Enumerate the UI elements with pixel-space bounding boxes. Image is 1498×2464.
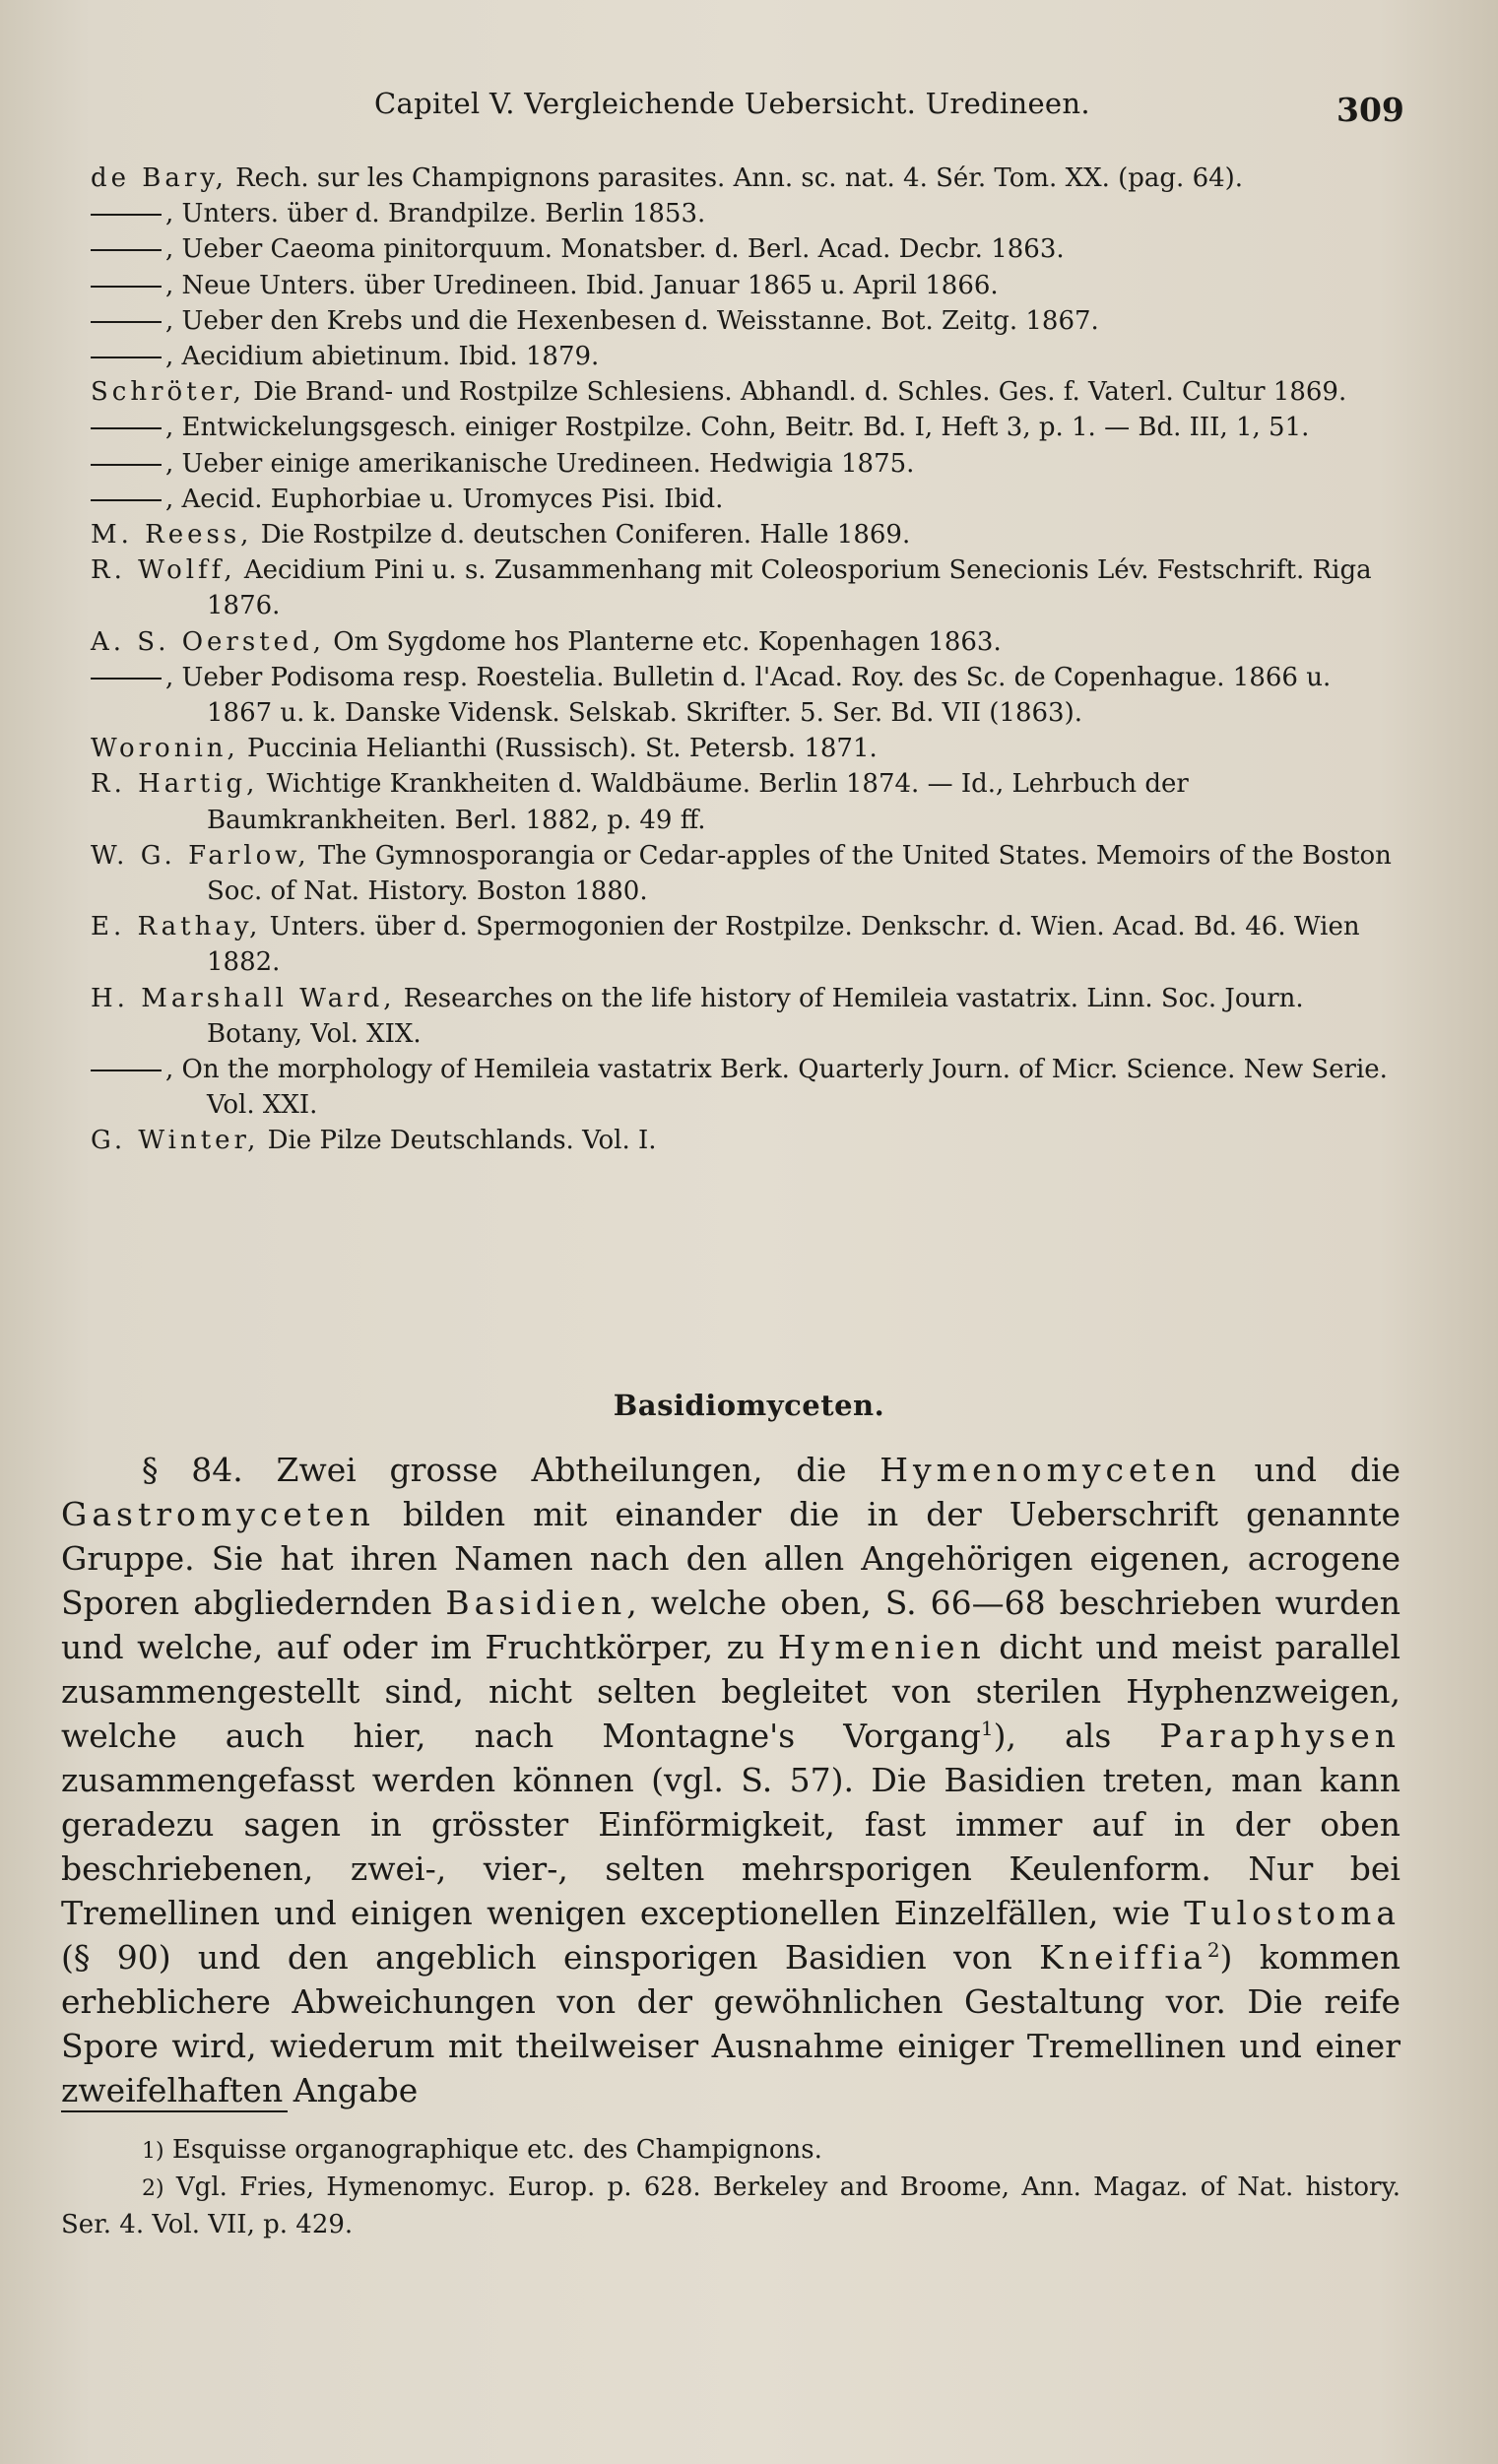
term-paraphysen: Paraphysen	[1159, 1717, 1400, 1755]
reference-text: , Ueber Podisoma resp. Roestelia. Bulletin d. l'Acad. Roy. des Sc. de Copenhague. 1866 u. 1867 u. k. Danske Vidensk. Selskab. Skrifter. 5. Ser. Bd. VII (1863).	[165, 662, 1332, 729]
reference-entry	[91, 909, 1400, 980]
reference-entry	[91, 1052, 1400, 1123]
reference-text: The Gymnosporangia or Cedar-apples of the United States. Memoirs of the Boston Soc. of Nat. History. Boston 1880.	[207, 840, 1392, 907]
page-number: 309	[1336, 91, 1404, 129]
reference-author: Woronin,	[91, 734, 239, 764]
reference-entry	[91, 660, 1400, 731]
reference-text: , Ueber Caeoma pinitorquum. Monatsber. d. Berl. Acad. Decbr. 1863.	[165, 234, 1065, 265]
reference-text: Aecidium Pini u. s. Zusammenhang mit Coleosporium Senecionis Lév. Festschrift. Riga 1876.	[207, 555, 1372, 621]
ditto-dash	[91, 1070, 162, 1071]
text-run: dicht und meist parallel zusammengestellt sind, nicht selten begleitet von sterilen Hyphenzweigen, welche auch hier, nach Montagne's Vorgang	[61, 1628, 1401, 1755]
text-run: ) kommen erheblichere Abweichungen von der gewöhnlichen Gestaltung vor. Die reife Spore wird, wiederum mit theilweiser Ausnahme einiger Tremellinen und einer zweifelhaften Angabe	[61, 1938, 1400, 2109]
reference-entry	[91, 838, 1400, 909]
reference-text: Puccinia Helianthi (Russisch). St. Petersb. 1871.	[238, 734, 878, 764]
text-run: (§ 90) und den angeblich einsporigen Basidien von	[61, 1938, 1040, 1977]
page-header	[0, 87, 1498, 136]
reference-text: Die Pilze Deutschlands. Vol. I.	[259, 1126, 657, 1156]
ditto-dash	[91, 286, 162, 288]
text-run: , welche oben, S. 66—68 beschrieben wurden und welche, auf oder im Fruchtkörper, zu	[61, 1584, 1400, 1666]
reference-entry	[91, 731, 1400, 766]
reference-text: Die Brand- und Rostpilze Schlesiens. Abhandl. d. Schles. Ges. f. Vaterl. Cultur 1869.	[244, 377, 1347, 408]
reference-author: E. Rathay,	[91, 912, 262, 942]
ditto-dash	[91, 678, 162, 680]
reference-entry	[91, 339, 1400, 374]
reference-entry	[91, 231, 1400, 267]
reference-entry	[91, 624, 1400, 660]
reference-author: A. S. Oersted,	[91, 626, 325, 657]
reference-text: , On the morphology of Hemileia vastatrix Berk. Quarterly Journ. of Micr. Science. New Serie. Vol. XXI.	[165, 1055, 1388, 1121]
text-run: zusammengefasst werden können (vgl. S. 57). Die Basidien treten, man kann geradezu sagen in grösster Einförmigkeit, fast immer auf in der oben beschriebenen, zwei-, vier-, selten mehrsporigen Keulenform. Nur bei Tremellinen und einigen wenigen exceptionellen Einzelfällen, wie	[61, 1761, 1400, 1932]
reference-entry	[91, 482, 1400, 517]
ditto-dash	[91, 464, 162, 466]
term-hymenomyceten: Hymenomyceten	[879, 1451, 1221, 1489]
reference-text: Die Rostpilze d. deutschen Coniferen. Halle 1869.	[252, 520, 911, 551]
reference-text: Wichtige Krankheiten d. Waldbäume. Berlin 1874. — Id., Lehrbuch der Baumkrankheiten. Berl. 1882, p. 49 ff.	[207, 769, 1189, 835]
reference-text: , Aecidium abietinum. Ibid. 1879.	[165, 342, 600, 372]
reference-author: M. Reess,	[91, 520, 253, 551]
ditto-dash	[91, 357, 162, 358]
reference-text: , Unters. über d. Brandpilze. Berlin 1853.	[165, 199, 706, 229]
ditto-dash	[91, 249, 162, 251]
reference-author: R. Hartig,	[91, 769, 259, 800]
section-title: Basidiomyceten.	[613, 1389, 885, 1422]
reference-text: Rech. sur les Champignons parasites. Ann. sc. nat. 4. Sér. Tom. XX. (pag. 64).	[227, 163, 1244, 193]
reference-entry	[91, 196, 1400, 231]
reference-text: , Neue Unters. über Uredineen. Ibid. Januar 1865 u. April 1866.	[165, 270, 999, 300]
reference-entry	[91, 1123, 1400, 1158]
reference-author: G. Winter,	[91, 1126, 260, 1156]
reference-text: , Entwickelungsgesch. einiger Rostpilze. Cohn, Beitr. Bd. I, Heft 3, p. 1. — Bd. III, 1, 51.	[165, 413, 1310, 443]
body-text	[61, 1448, 1400, 2112]
term-gastromyceten: Gastromyceten	[61, 1495, 375, 1533]
reference-text: Unters. über d. Spermogonien der Rostpilze. Denkschr. d. Wien. Acad. Bd. 46. Wien 1882.	[207, 912, 1360, 978]
reference-list	[91, 161, 1400, 1159]
reference-entry	[91, 268, 1400, 303]
term-tulostoma: Tulostoma	[1184, 1894, 1400, 1932]
footnote-2	[61, 2170, 1400, 2242]
reference-text: , Ueber einige amerikanische Uredineen. Hedwigia 1875.	[165, 448, 915, 479]
reference-entry	[91, 552, 1400, 623]
paragraph-84	[61, 1448, 1400, 2112]
text-run: § 84. Zwei grosse Abtheilungen, die	[142, 1451, 880, 1489]
term-kneiffia: Kneiffia	[1039, 1938, 1207, 1977]
reference-entry	[91, 981, 1400, 1052]
footnote-rule	[61, 2110, 288, 2112]
reference-author: W. G. Farlow,	[91, 840, 310, 871]
ditto-dash	[91, 321, 162, 323]
reference-entry	[91, 374, 1400, 410]
running-head: Capitel V. Vergleichende Uebersicht. Uredineen.	[374, 87, 1090, 120]
text-run: bilden mit einander die in der Ueberschrift genannte Gruppe. Sie hat ihren Namen nach den allen Angehörigen eigenen, acrogene Sporen abgliedernden	[61, 1495, 1400, 1622]
footnotes	[61, 2132, 1400, 2242]
reference-text: , Aecid. Euphorbiae u. Uromyces Pisi. Ibid.	[165, 484, 724, 514]
reference-entry	[91, 517, 1400, 552]
reference-entry	[91, 766, 1400, 837]
reference-text: Om Sygdome hos Planterne etc. Kopenhagen 1863.	[324, 626, 1002, 657]
footnote-text: Vgl. Fries, Hymenomyc. Europ. p. 628. Berkeley and Broome, Ann. Magaz. of Nat. history. Ser. 4. Vol. VII, p. 429.	[61, 2172, 1400, 2239]
footnote-text: Esquisse organographique etc. des Champignons.	[163, 2135, 822, 2165]
ditto-dash	[91, 499, 162, 501]
reference-entry	[91, 446, 1400, 482]
reference-author: de Bary,	[91, 163, 228, 193]
reference-text: Researches on the life history of Hemileia vastatrix. Linn. Soc. Journ. Botany, Vol. XIX.	[207, 983, 1304, 1049]
text-run: und die	[1220, 1451, 1400, 1489]
ditto-dash	[91, 214, 162, 216]
term-basidien: Basidien	[445, 1584, 627, 1622]
footnote-mark: 1)	[142, 2139, 164, 2164]
reference-text: , Ueber den Krebs und die Hexenbesen d. Weisstanne. Bot. Zeitg. 1867.	[165, 305, 1099, 336]
reference-entry	[91, 303, 1400, 339]
footnote-ref: 2	[1206, 1938, 1220, 1962]
footnote-mark: 2)	[142, 2176, 164, 2201]
text-run: ), als	[993, 1717, 1160, 1755]
footnote-ref: 1	[980, 1717, 994, 1740]
reference-entry	[91, 161, 1400, 196]
reference-author: R. Wolff,	[91, 555, 236, 586]
term-hymenien: Hymenien	[777, 1628, 986, 1666]
reference-entry	[91, 410, 1400, 445]
ditto-dash	[91, 427, 162, 429]
reference-author: Schröter,	[91, 377, 245, 408]
footnote-1	[61, 2132, 1400, 2170]
reference-author: H. Marshall Ward,	[91, 983, 396, 1013]
